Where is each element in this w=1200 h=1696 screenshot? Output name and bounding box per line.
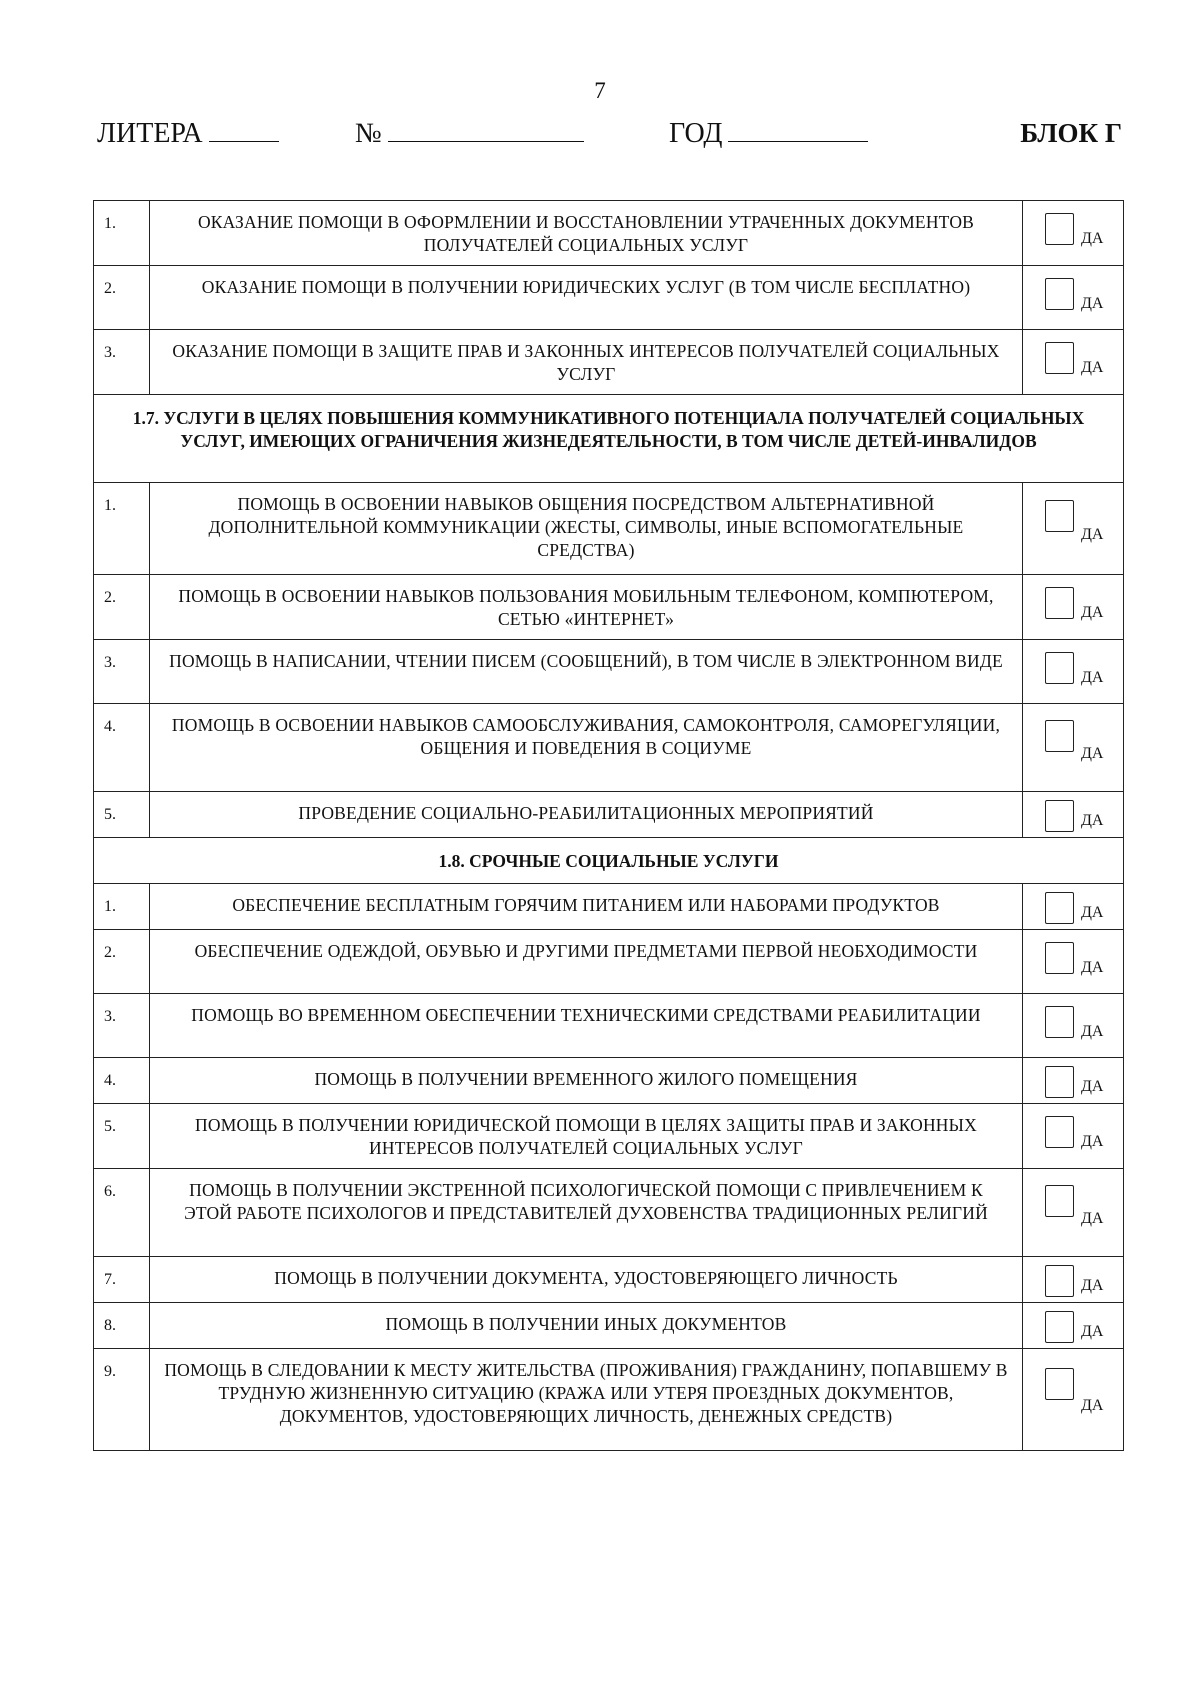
service-row [94,1104,1124,1169]
row-number: 2. [94,930,150,994]
yes-label: ДА [1081,1397,1104,1414]
service-row [94,1058,1124,1104]
yes-label: ДА [1081,1133,1104,1150]
row-number: 1. [94,483,150,575]
row-number: 2. [94,575,150,640]
yes-cell [1023,330,1124,395]
litera-field[interactable] [97,118,279,150]
row-number: 4. [94,704,150,792]
yes-label: ДА [1081,526,1104,543]
yes-label: ДА [1081,359,1104,376]
services-table-body [94,201,1124,1451]
section-title: 1.7. УСЛУГИ В ЦЕЛЯХ ПОВЫШЕНИЯ КОММУНИКАТИВНОГО ПОТЕНЦИАЛА ПОЛУЧАТЕЛЕЙ СОЦИАЛЬНЫХ УСЛУГ, ИМЕЮЩИХ ОГРАНИЧЕНИЯ ЖИЗНЕДЕЯТЕЛЬНОСТИ, В ТОМ ЧИСЛЕ ДЕТЕЙ-ИНВАЛИДОВ [94,395,1124,483]
services-table [93,200,1124,1451]
service-row [94,994,1124,1058]
litera-blank-line[interactable] [209,119,279,142]
service-description: ПОМОЩЬ ВО ВРЕМЕННОМ ОБЕСПЕЧЕНИИ ТЕХНИЧЕСКИМИ СРЕДСТВАМИ РЕАБИЛИТАЦИИ [150,994,1023,1058]
row-number: 3. [94,994,150,1058]
yes-checkbox[interactable] [1045,213,1074,245]
service-description: ПОМОЩЬ В ПОЛУЧЕНИИ ЮРИДИЧЕСКОЙ ПОМОЩИ В ЦЕЛЯХ ЗАЩИТЫ ПРАВ И ЗАКОННЫХ ИНТЕРЕСОВ ПОЛУЧАТЕЛЕЙ СОЦИАЛЬНЫХ УСЛУГ [150,1104,1023,1169]
row-number: 3. [94,640,150,704]
yes-checkbox[interactable] [1045,1185,1074,1217]
service-description: ПОМОЩЬ В ОСВОЕНИИ НАВЫКОВ ОБЩЕНИЯ ПОСРЕДСТВОМ АЛЬТЕРНАТИВНОЙ ДОПОЛНИТЕЛЬНОЙ КОММУНИКАЦИИ (ЖЕСТЫ, СИМВОЛЫ, ИНЫЕ ВСПОМОГАТЕЛЬНЫЕ СРЕДСТВА) [150,483,1023,575]
yes-label: ДА [1081,904,1104,921]
yes-cell [1023,483,1124,575]
service-description: ПОМОЩЬ В ПОЛУЧЕНИИ ВРЕМЕННОГО ЖИЛОГО ПОМЕЩЕНИЯ [150,1058,1023,1104]
service-description: ОКАЗАНИЕ ПОМОЩИ В ЗАЩИТЕ ПРАВ И ЗАКОННЫХ ИНТЕРЕСОВ ПОЛУЧАТЕЛЕЙ СОЦИАЛЬНЫХ УСЛУГ [150,330,1023,395]
yes-cell [1023,575,1124,640]
yes-cell [1023,201,1124,266]
block-label: БЛОК Г [1020,118,1122,148]
service-description: ОБЕСПЕЧЕНИЕ БЕСПЛАТНЫМ ГОРЯЧИМ ПИТАНИЕМ ИЛИ НАБОРАМИ ПРОДУКТОВ [150,884,1023,930]
yes-checkbox[interactable] [1045,800,1074,832]
yes-label: ДА [1081,959,1104,976]
row-number: 6. [94,1169,150,1257]
yes-label: ДА [1081,669,1104,686]
yes-cell [1023,930,1124,994]
section-title: 1.8. СРОЧНЫЕ СОЦИАЛЬНЫЕ УСЛУГИ [94,838,1124,884]
yes-cell [1023,1303,1124,1349]
service-description: ПОМОЩЬ В ОСВОЕНИИ НАВЫКОВ САМООБСЛУЖИВАНИЯ, САМОКОНТРОЛЯ, САМОРЕГУЛЯЦИИ, ОБЩЕНИЯ И ПОВЕДЕНИЯ В СОЦИУМЕ [150,704,1023,792]
yes-cell [1023,1104,1124,1169]
service-description: ОКАЗАНИЕ ПОМОЩИ В ОФОРМЛЕНИИ И ВОССТАНОВЛЕНИИ УТРАЧЕННЫХ ДОКУМЕНТОВ ПОЛУЧАТЕЛЕЙ СОЦИАЛЬНЫХ УСЛУГ [150,201,1023,266]
yes-checkbox[interactable] [1045,342,1074,374]
section-header-row [94,838,1124,884]
service-description: ПОМОЩЬ В ПОЛУЧЕНИИ ДОКУМЕНТА, УДОСТОВЕРЯЮЩЕГО ЛИЧНОСТЬ [150,1257,1023,1303]
row-number: 5. [94,792,150,838]
yes-label: ДА [1081,1023,1104,1040]
year-label: ГОД [669,118,723,149]
yes-cell [1023,884,1124,930]
year-field[interactable] [669,118,868,150]
row-number: 1. [94,201,150,266]
yes-checkbox[interactable] [1045,1311,1074,1343]
yes-cell [1023,792,1124,838]
service-description: ПОМОЩЬ В ОСВОЕНИИ НАВЫКОВ ПОЛЬЗОВАНИЯ МОБИЛЬНЫМ ТЕЛЕФОНОМ, КОМПЮТЕРОМ, СЕТЬЮ «ИНТЕРНЕТ» [150,575,1023,640]
service-description: ПОМОЩЬ В НАПИСАНИИ, ЧТЕНИИ ПИСЕМ (СООБЩЕНИЙ), В ТОМ ЧИСЛЕ В ЭЛЕКТРОННОМ ВИДЕ [150,640,1023,704]
yes-cell [1023,1058,1124,1104]
row-number: 9. [94,1349,150,1451]
service-row [94,575,1124,640]
number-label: № [355,118,382,149]
service-description: ПРОВЕДЕНИЕ СОЦИАЛЬНО-РЕАБИЛИТАЦИОННЫХ МЕРОПРИЯТИЙ [150,792,1023,838]
number-field[interactable] [355,118,584,150]
row-number: 2. [94,266,150,330]
yes-cell [1023,266,1124,330]
row-number: 1. [94,884,150,930]
service-row [94,640,1124,704]
yes-checkbox[interactable] [1045,500,1074,532]
yes-cell [1023,994,1124,1058]
yes-cell [1023,640,1124,704]
yes-checkbox[interactable] [1045,1006,1074,1038]
yes-label: ДА [1081,1277,1104,1294]
yes-label: ДА [1081,604,1104,621]
section-header-row [94,395,1124,483]
yes-checkbox[interactable] [1045,942,1074,974]
service-description: ПОМОЩЬ В ПОЛУЧЕНИИ ЭКСТРЕННОЙ ПСИХОЛОГИЧЕСКОЙ ПОМОЩИ С ПРИВЛЕЧЕНИЕМ К ЭТОЙ РАБОТЕ ПСИХОЛОГОВ И ПРЕДСТАВИТЕЛЕЙ ДУХОВЕНСТВА ТРАДИЦИОННЫХ РЕЛИГИЙ [150,1169,1023,1257]
service-row [94,266,1124,330]
service-row [94,704,1124,792]
service-row [94,1257,1124,1303]
row-number: 7. [94,1257,150,1303]
yes-label: ДА [1081,1323,1104,1340]
yes-label: ДА [1081,230,1104,247]
yes-cell [1023,1169,1124,1257]
service-row [94,884,1124,930]
yes-checkbox[interactable] [1045,720,1074,752]
service-row [94,1303,1124,1349]
yes-label: ДА [1081,812,1104,829]
service-row [94,483,1124,575]
yes-checkbox[interactable] [1045,587,1074,619]
service-row [94,1349,1124,1451]
service-description: ПОМОЩЬ В СЛЕДОВАНИИ К МЕСТУ ЖИТЕЛЬСТВА (ПРОЖИВАНИЯ) ГРАЖДАНИНУ, ПОПАВШЕМУ В ТРУДНУЮ ЖИЗНЕННУЮ СИТУАЦИЮ (КРАЖА ИЛИ УТЕРЯ ПРОЕЗДНЫХ ДОКУМЕНТОВ, ДОКУМЕНТОВ, УДОСТОВЕРЯЮЩИХ ЛИЧНОСТЬ, ДЕНЕЖНЫХ СРЕДСТВ) [150,1349,1023,1451]
row-number: 4. [94,1058,150,1104]
row-number: 8. [94,1303,150,1349]
yes-label: ДА [1081,745,1104,762]
service-description: ОКАЗАНИЕ ПОМОЩИ В ПОЛУЧЕНИИ ЮРИДИЧЕСКИХ УСЛУГ (В ТОМ ЧИСЛЕ БЕСПЛАТНО) [150,266,1023,330]
service-row [94,930,1124,994]
service-row [94,330,1124,395]
service-row [94,201,1124,266]
yes-cell [1023,1349,1124,1451]
yes-checkbox[interactable] [1045,892,1074,924]
yes-checkbox[interactable] [1045,1368,1074,1400]
yes-checkbox[interactable] [1045,1116,1074,1148]
yes-label: ДА [1081,295,1104,312]
yes-label: ДА [1081,1210,1104,1227]
number-blank-line[interactable] [388,119,584,142]
yes-checkbox[interactable] [1045,652,1074,684]
row-number: 5. [94,1104,150,1169]
service-description: ОБЕСПЕЧЕНИЕ ОДЕЖДОЙ, ОБУВЬЮ И ДРУГИМИ ПРЕДМЕТАМИ ПЕРВОЙ НЕОБХОДИМОСТИ [150,930,1023,994]
yes-label: ДА [1081,1078,1104,1095]
page-number: 7 [594,78,606,103]
yes-checkbox[interactable] [1045,1066,1074,1098]
year-blank-line[interactable] [728,119,868,142]
litera-label: ЛИТЕРА [97,118,203,149]
yes-checkbox[interactable] [1045,278,1074,310]
yes-cell [1023,1257,1124,1303]
yes-checkbox[interactable] [1045,1265,1074,1297]
service-row [94,1169,1124,1257]
service-row [94,792,1124,838]
yes-cell [1023,704,1124,792]
row-number: 3. [94,330,150,395]
service-description: ПОМОЩЬ В ПОЛУЧЕНИИ ИНЫХ ДОКУМЕНТОВ [150,1303,1023,1349]
form-header [97,118,1122,158]
